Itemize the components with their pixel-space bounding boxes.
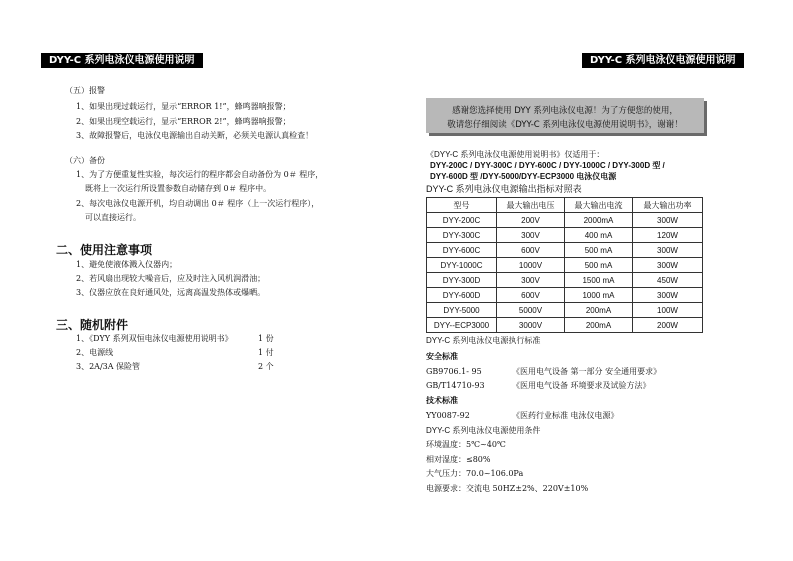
note-item-3: 3、仪器应放在良好通风处，远离高温发热体或爆晒。 — [76, 288, 266, 297]
applies-to-line-1: 《DYY-C 系列电泳仪电源使用说明书》仅适用于： — [426, 150, 605, 159]
accessory-3-qty: 2 个 — [258, 362, 274, 371]
safety-standard-2-code: GB/T14710-93 — [426, 381, 485, 390]
backup-item-2-line-2: 可以直接运行。 — [85, 213, 141, 222]
cell-model: DYY-5000 — [427, 303, 497, 318]
cell-power: 100W — [633, 303, 703, 318]
cell-current: 200mA — [565, 303, 633, 318]
cell-model: DYY-300C — [427, 228, 497, 243]
cell-power: 300W — [633, 258, 703, 273]
standards-title: DYY-C 系列电泳仪电源执行标准 — [426, 336, 541, 345]
header-max-current: 最大输出电流 — [565, 198, 633, 213]
cell-power: 300W — [633, 243, 703, 258]
condition-humidity: 相对湿度：≤80% — [426, 455, 491, 464]
left-page-header: DYY-C 系列电泳仪电源使用说明 — [41, 53, 203, 68]
cell-model: DYY--ECP3000 — [427, 318, 497, 333]
note-item-2: 2、若风扇出现较大噪音后，应及时注入风机润滑油； — [76, 274, 266, 283]
note-item-1: 1、避免使液体溅入仪器内； — [76, 260, 178, 269]
cell-voltage: 300V — [497, 228, 565, 243]
safety-standard-1-code: GB9706.1- 95 — [426, 367, 482, 376]
thank-you-notice — [426, 98, 704, 133]
accessory-3-name: 3、2A/3A 保险管 — [76, 362, 141, 371]
cell-current: 500 mA — [565, 243, 633, 258]
alarm-item-2: 2、如果出现空载运行，显示“ERROR 2!”，蜂鸣器响报警； — [76, 117, 291, 126]
cell-current: 400 mA — [565, 228, 633, 243]
cell-voltage: 1000V — [497, 258, 565, 273]
cell-power: 450W — [633, 273, 703, 288]
cell-model: DYY-200C — [427, 213, 497, 228]
output-spec-table — [426, 197, 703, 333]
cell-voltage: 600V — [497, 243, 565, 258]
safety-standard-1-desc: 《医用电气设备 第一部分 安全通用要求》 — [512, 367, 662, 376]
accessory-1-name: 1、《DYY 系列双恒电泳仪电源使用说明书》 — [76, 334, 233, 343]
safety-standard-2-desc: 《医用电气设备 环境要求及试验方法》 — [512, 381, 651, 390]
notice-line-1: 感谢您选择使用 DYY 系列电泳仪电源！为了方便您的使用， — [452, 106, 678, 116]
applies-to-line-3: DYY-600D 型 /DYY-5000/DYY-ECP3000 电泳仪电源 — [430, 172, 617, 181]
table-row — [427, 288, 703, 303]
alarm-item-3: 3、故障报警后，电泳仪电源输出自动关断，必须关电源认真检查！ — [76, 131, 314, 140]
table-row — [427, 273, 703, 288]
table-row — [427, 243, 703, 258]
accessory-1-qty: 1 份 — [258, 334, 274, 343]
table-row — [427, 213, 703, 228]
cell-current: 500 mA — [565, 258, 633, 273]
backup-item-1-line-1: 1、为了方便重复性实验，每次运行的程序都会自动备份为 0＃ 程序， — [76, 170, 324, 179]
cell-model: DYY-1000C — [427, 258, 497, 273]
cell-model: DYY-600D — [427, 288, 497, 303]
condition-temperature: 环境温度：5℃~40℃ — [426, 440, 506, 449]
cell-power: 300W — [633, 213, 703, 228]
backup-item-1-line-2: 既将上一次运行所设置参数自动储存到 0＃ 程序中。 — [85, 184, 272, 193]
conditions-title: DYY-C 系列电泳仪电源使用条件 — [426, 426, 541, 435]
cell-current: 1500 mA — [565, 273, 633, 288]
section-alarm-title: （五）报警 — [65, 86, 105, 95]
cell-model: DYY-300D — [427, 273, 497, 288]
cell-current: 1000 mA — [565, 288, 633, 303]
table-header-row — [427, 198, 703, 213]
header-model: 型号 — [427, 198, 497, 213]
table-row — [427, 228, 703, 243]
heading-usage-notes: 二、使用注意事项 — [56, 243, 153, 257]
table-row — [427, 303, 703, 318]
heading-accessories: 三、随机附件 — [56, 318, 129, 332]
cell-voltage: 3000V — [497, 318, 565, 333]
cell-power: 300W — [633, 288, 703, 303]
technical-standards-title: 技术标准 — [426, 396, 458, 405]
cell-power: 120W — [633, 228, 703, 243]
header-max-power: 最大输出功率 — [633, 198, 703, 213]
cell-voltage: 200V — [497, 213, 565, 228]
accessory-2-name: 2、电源线 — [76, 348, 114, 357]
condition-power-supply: 电源要求：交流电 50HZ±2%、220V±10% — [426, 484, 589, 493]
cell-current: 2000mA — [565, 213, 633, 228]
accessory-2-qty: 1 付 — [258, 348, 274, 357]
cell-voltage: 600V — [497, 288, 565, 303]
technical-standard-1-code: YY0087-92 — [426, 411, 470, 420]
header-max-voltage: 最大输出电压 — [497, 198, 565, 213]
table-row — [427, 258, 703, 273]
cell-current: 200mA — [565, 318, 633, 333]
condition-pressure: 大气压力：70.0~106.0Pa — [426, 469, 524, 478]
backup-item-2-line-1: 2、每次电泳仪电源开机，均自动调出 0＃ 程序（上一次运行程序）， — [76, 199, 320, 208]
table-row — [427, 318, 703, 333]
cell-voltage: 300V — [497, 273, 565, 288]
cell-power: 200W — [633, 318, 703, 333]
cell-model: DYY-600C — [427, 243, 497, 258]
technical-standard-1-desc: 《医药行业标准 电泳仪电源》 — [512, 411, 619, 420]
cell-voltage: 5000V — [497, 303, 565, 318]
section-backup-title: （六）备份 — [65, 156, 105, 165]
applies-to-line-2: DYY-200C / DYY-300C / DYY-600C / DYY-1000C / DYY-300D 型 / — [430, 161, 665, 170]
table-title: DYY-C 系列电泳仪电源输出指标对照表 — [426, 184, 582, 194]
alarm-item-1: 1、如果出现过载运行，显示“ERROR 1!”，蜂鸣器响报警； — [76, 102, 291, 111]
notice-line-2: 敬请您仔细阅读《DYY-C 系列电泳仪电源使用说明书》，谢谢！ — [447, 120, 683, 130]
safety-standards-title: 安全标准 — [426, 352, 458, 361]
right-page-header: DYY-C 系列电泳仪电源使用说明 — [582, 53, 744, 68]
